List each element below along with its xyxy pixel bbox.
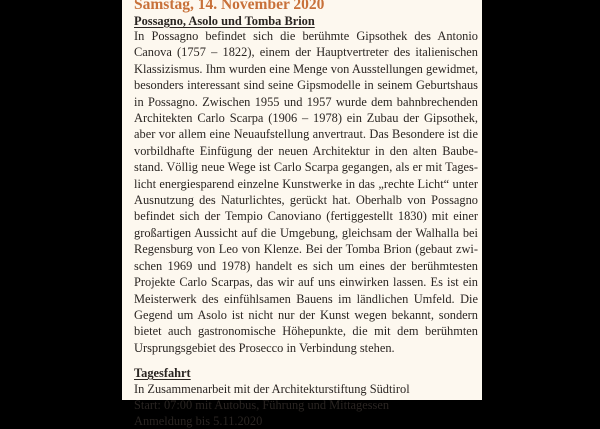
body-line: aber vor allem eine Neuaufstellung anvertraut. Das Besondere ist die	[134, 127, 478, 142]
event-date-heading: Samstag, 14. November 2020	[134, 0, 325, 13]
body-line: in Possagno. Zwischen 1955 und 1957 wurde dem bahnbrechenden	[134, 94, 478, 109]
body-line: Projekte Carlo Scarpas, das wir auf uns einwirken lassen. Es ist ein	[134, 275, 478, 290]
body-line: licht energiesparend einzelne Kunstwerke in das „rechte Licht“ unter	[134, 176, 478, 191]
body-line: In Possagno befindet sich die berühmte Gipsothek des Antonio	[134, 29, 478, 43]
tagesfahrt-line: Anmeldung bis 5.11.2020	[134, 414, 263, 429]
tagesfahrt-title: Tagesfahrt	[134, 366, 191, 381]
article-body	[134, 28, 478, 356]
body-line: vorbildhafte Einfügung der neuen Architektur in den alten Baube-	[134, 143, 478, 158]
body-line: Gegend um Asolo ist nicht nur der Kunst wegen bekannt, sondern	[134, 307, 478, 322]
tagesfahrt-line: In Zusammenarbeit mit der Architekturstiftung Südtirol	[134, 382, 410, 397]
body-line: befindet sich der Tempio Canoviano (fertiggestellt 1830) mit einer	[134, 209, 478, 224]
body-line: schen 1969 und 1978) handelt es sich um eines der berühmtesten	[134, 258, 478, 273]
body-line: Ausnutzung des Naturlichtes, gerückt hat. Oberhalb von Possagno	[134, 193, 478, 208]
body-line: Canova (1757 – 1822), einem der Hauptvertreter des italienischen	[134, 45, 478, 60]
body-line: besonders interessant sind seine Gipsmodelle in seinem Geburtshaus	[134, 78, 478, 93]
body-line: bietet auch gastronomische Höhepunkte, die mit dem berühmten	[134, 324, 478, 339]
body-line: Meisterwerk des einfühlsamen Bauens im ländlichen Umfeld. Die	[134, 291, 478, 306]
body-line: großartigen Aussicht auf die Umgebung, gleichsam der Walhalla bei	[134, 225, 478, 240]
body-line: Klassizismus. Ihm wurden eine Menge von Ausstellungen gewidmet,	[134, 61, 478, 76]
body-line: Ursprungsgebiet des Prosecco in Verbindung stehen.	[134, 340, 395, 355]
body-line: Regensburg von Leo von Klenze. Bei der Tomba Brion (gebaut zwi-	[134, 242, 478, 257]
tagesfahrt-section	[134, 365, 478, 429]
document-page	[122, 0, 482, 429]
event-subtitle: Possagno, Asolo und Tomba Brion	[134, 14, 315, 28]
body-line: Architekten Carlo Scarpa (1906 – 1978) ein Zubau der Gipsothek,	[134, 111, 478, 126]
body-line: stand. Völlig neue Wege ist Carlo Scarpa gegangen, als er mit Tages-	[134, 160, 478, 175]
tagesfahrt-line: Start: 07:00 mit Autobus, Führung und Mittagessen	[134, 398, 390, 413]
